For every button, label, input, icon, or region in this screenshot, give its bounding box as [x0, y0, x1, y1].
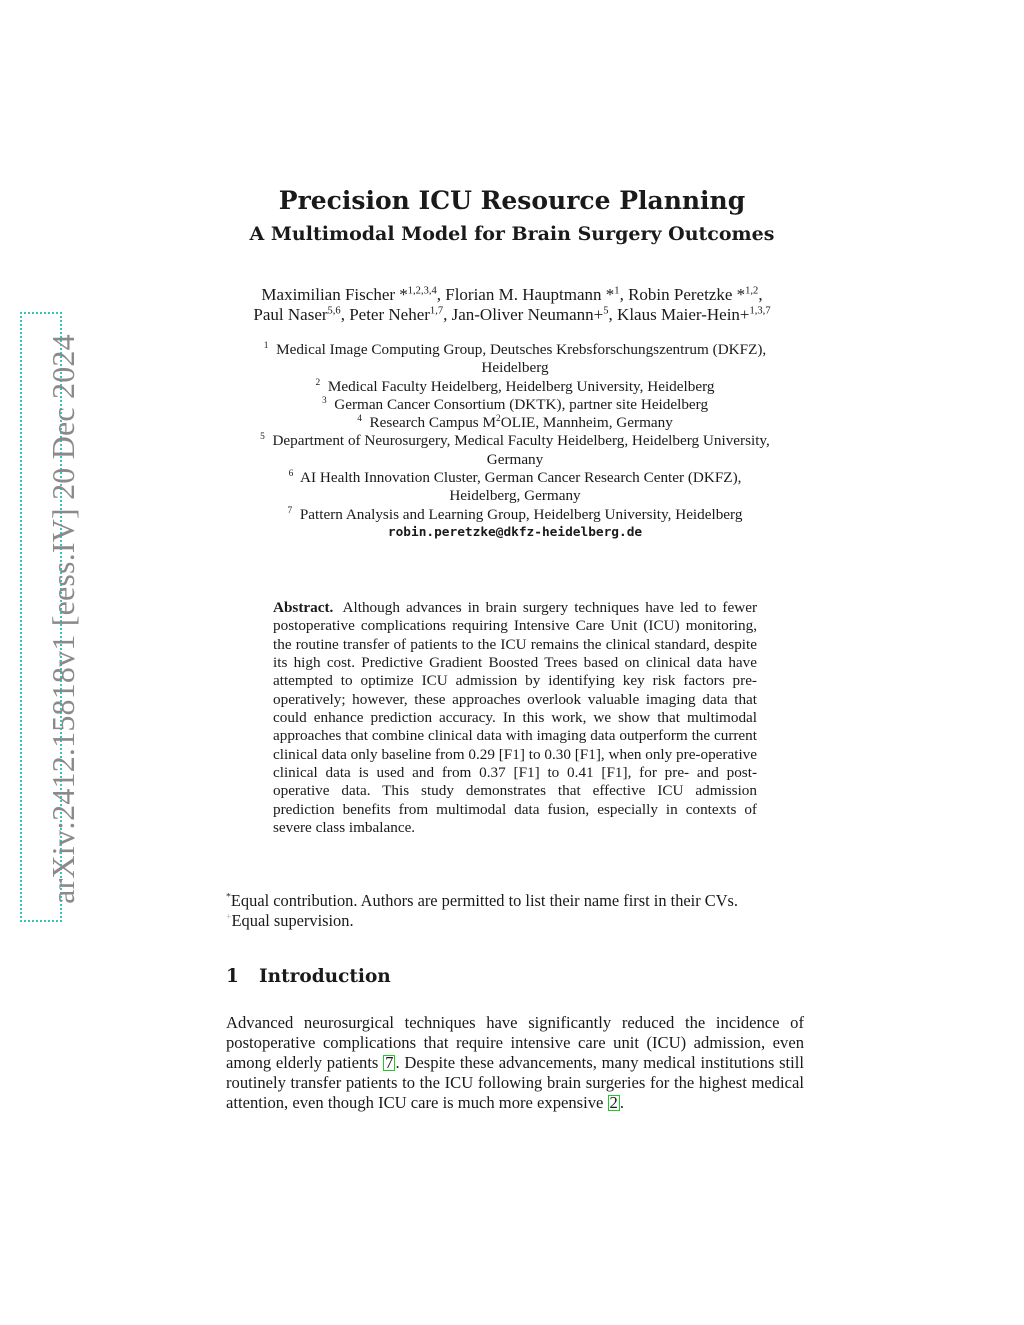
footnote-text: Equal contribution. Authors are permitted to list their name first in their CVs. [230, 891, 739, 910]
affiliation-number: 1 [263, 340, 269, 351]
arxiv-identifier[interactable]: arXiv:2412.15818v1 [eess.IV] 20 Dec 2024 [45, 334, 81, 904]
author-hauptmann: , Florian M. Hauptmann * [436, 285, 615, 304]
author-affil-sup: 1,3,7 [749, 305, 771, 317]
affiliation-item [230, 506, 800, 524]
footnote-text: Equal supervision. [231, 911, 354, 930]
section-title: Introduction [259, 966, 391, 987]
author-affil-sup: 1 [614, 285, 620, 297]
affiliation-superscript: 2 [496, 414, 501, 425]
author-maier-hein: , Klaus Maier-Hein+ [608, 305, 750, 324]
arxiv-stamp-box [20, 312, 81, 922]
footnote-mark: * [226, 891, 231, 903]
author-fischer: Maximilian Fischer * [261, 285, 408, 304]
author-neher: , Peter Neher [340, 305, 430, 324]
affiliation-text: Pattern Analysis and Learning Group, Heidelberg University, Heidelberg [299, 505, 743, 523]
citation-link[interactable]: 7 [385, 1053, 394, 1072]
footnotes [226, 891, 826, 931]
affiliation-number: 4 [357, 414, 362, 425]
paragraph-text: . Despite these advancements, many medical institutions still routinely transfer patients to the ICU following brain surgeries for the highest medical attention, even though ICU care is much more expensive [226, 1053, 804, 1112]
affiliation-text-cont: Heidelberg [481, 359, 549, 377]
affiliation-item [230, 469, 800, 506]
author-affil-sup: 1,7 [429, 305, 444, 317]
author-affil-sup: 5 [603, 305, 609, 317]
affiliation-text-cont: Heidelberg, Germany [449, 487, 581, 505]
affiliation-text: Medical Faculty Heidelberg, Heidelberg University, Heidelberg [327, 377, 715, 395]
abstract [273, 599, 757, 837]
affiliation-text: AI Health Innovation Cluster, German Cancer Research Center (DKFZ), [300, 469, 742, 487]
author-naser: Paul Naser [253, 305, 328, 324]
footnote-equal-contribution [226, 891, 826, 911]
affiliation-text: Department of Neurosurgery, Medical Faculty Heidelberg, Heidelberg University, [272, 432, 770, 450]
paper-title: Precision ICU Resource Planning [278, 186, 746, 215]
introduction-paragraph [226, 1013, 804, 1113]
affiliation-item [230, 396, 800, 414]
author-neumann: , Jan-Oliver Neumann+ [443, 305, 604, 324]
footnote-mark: + [226, 911, 232, 923]
author-affil-sup: 5,6 [327, 305, 341, 317]
paragraph-text: Advanced neurosurgical techniques have significantly reduced the incidence of postoperative complications that require intensive care unit (ICU) admission, even among elderly patients [226, 1013, 804, 1072]
abstract-text: Although advances in brain surgery techniques have led to fewer postoperative complications requiring Intensive Care Unit (ICU) monitoring, the routine transfer of patients to the ICU remains the clinical standard, despite its high cost. Predictive Gradient Boosted Trees based on clinical data have attempted to optimize ICU admission by identifying key risk factors pre-operatively; however, these approaches overlook valuable imaging data that could enhance prediction accuracy. In this work, we show that multimodal approaches that combine clinical data with imaging data outperform the current clinical data only baseline from 0.29 [F1] to 0.30 [F1], when only pre-operative clinical data is used and from 0.37 [F1] to 0.41 [F1], for pre- and post-operative data. This study demonstrates that effective ICU admission prediction benefits from multimodal data fusion, especially in contexts of severe class imbalance. [273, 599, 757, 837]
author-affil-sup: 1,2,3,4 [407, 285, 437, 297]
author-list [0, 285, 1024, 325]
affiliation-text: OLIE, Mannheim, Germany [500, 414, 673, 432]
citation-link[interactable]: 2 [609, 1093, 618, 1112]
affiliation-text-cont: Germany [486, 450, 544, 468]
author-separator: , [758, 285, 763, 304]
affiliation-number: 2 [315, 377, 321, 388]
affiliation-item [230, 341, 800, 378]
affiliation-item [230, 432, 800, 469]
affiliation-number: 6 [288, 469, 294, 480]
affiliation-number: 7 [287, 505, 293, 516]
contact-email[interactable]: robin.peretzke@dkfz-heidelberg.de [387, 524, 643, 540]
affiliation-list [230, 341, 800, 542]
footnote-equal-supervision [226, 911, 826, 931]
author-line-2 [0, 305, 1024, 325]
author-affil-sup: 1,2 [745, 285, 759, 297]
section-heading [226, 966, 391, 987]
author-line-1 [0, 285, 1024, 305]
affiliation-item [230, 378, 800, 396]
abstract-label: Abstract. [273, 599, 334, 616]
affiliation-text: German Cancer Consortium (DKTK), partner site Heidelberg [334, 395, 709, 413]
paper-subtitle: A Multimodal Model for Brain Surgery Outcomes [249, 223, 775, 245]
affiliation-text: Medical Image Computing Group, Deutsches Krebsforschungszentrum (DKFZ), [276, 341, 767, 358]
affiliation-item [230, 414, 800, 432]
paragraph-text: . [619, 1093, 624, 1112]
affiliation-number: 5 [260, 432, 265, 443]
author-peretzke: , Robin Peretzke * [619, 285, 746, 304]
affiliation-text: Research Campus M [369, 414, 497, 432]
section-number: 1 [226, 966, 239, 987]
affiliation-number: 3 [321, 395, 327, 406]
